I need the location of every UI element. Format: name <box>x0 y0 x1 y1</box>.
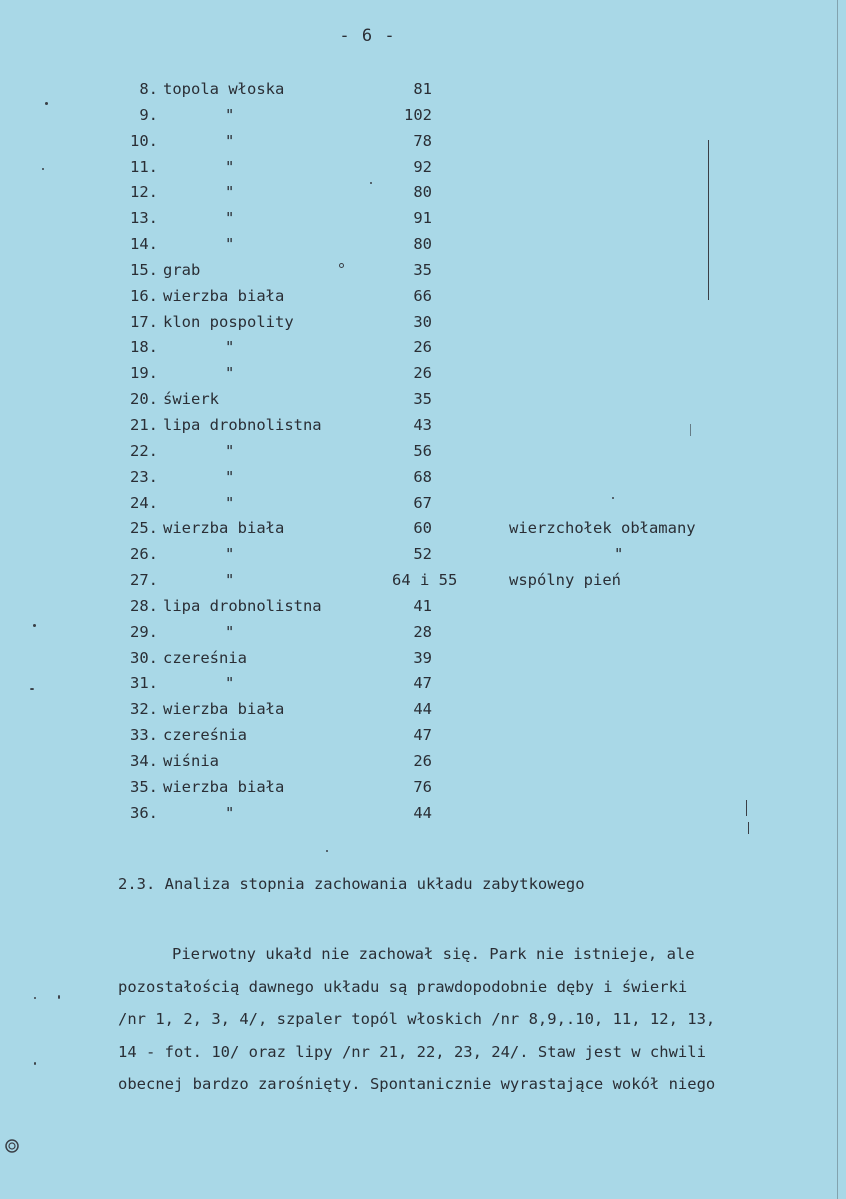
scan-speck <box>326 850 328 852</box>
table-row <box>108 492 748 518</box>
tree-species: " <box>225 441 235 460</box>
table-row <box>108 595 748 621</box>
tree-number: 32. <box>130 700 158 719</box>
tree-number: 20. <box>130 390 158 409</box>
tree-girth: 39 <box>413 648 432 667</box>
tree-girth: 26 <box>413 751 432 770</box>
scan-mark-line <box>746 800 747 816</box>
tree-species: " <box>225 571 235 590</box>
body-paragraph <box>118 938 808 1101</box>
tree-species: " <box>225 364 235 383</box>
tree-girth: 26 <box>413 338 432 357</box>
tree-species: wierzba biała <box>163 519 285 538</box>
tree-number: 26. <box>130 545 158 564</box>
paragraph-line: 14 - fot. 10/ oraz lipy /nr 21, 22, 23, 24/. Staw jest w chwili <box>118 1042 706 1061</box>
tree-number: 21. <box>130 415 158 434</box>
tree-number: 12. <box>130 183 158 202</box>
tree-girth: 47 <box>413 674 432 693</box>
scan-speck <box>339 263 344 268</box>
tree-species: " <box>225 674 235 693</box>
table-row <box>108 517 748 543</box>
tree-number: 25. <box>130 519 158 538</box>
scan-speck <box>612 497 614 499</box>
tree-number: 35. <box>130 777 158 796</box>
tree-species: " <box>225 803 235 822</box>
scan-speck <box>33 624 36 627</box>
tree-species: klon pospolity <box>163 312 294 331</box>
scan-speck <box>30 688 34 690</box>
tree-species: " <box>225 209 235 228</box>
tree-number: 8. <box>139 80 158 98</box>
tree-girth: 43 <box>413 415 432 434</box>
tree-number: 9. <box>139 105 158 124</box>
scan-mark-line <box>748 822 749 834</box>
tree-number: 24. <box>130 493 158 512</box>
scan-speck <box>34 1062 36 1065</box>
tree-number: 13. <box>130 209 158 228</box>
tree-number: 28. <box>130 596 158 615</box>
table-row <box>108 259 748 285</box>
scan-speck <box>370 182 372 184</box>
scan-speck <box>34 997 36 999</box>
table-row <box>108 156 748 182</box>
table-row <box>108 698 748 724</box>
tree-number: 11. <box>130 157 158 176</box>
tree-girth: 30 <box>413 312 432 331</box>
tree-species: " <box>225 493 235 512</box>
tree-number: 17. <box>130 312 158 331</box>
tree-girth: 44 <box>413 803 432 822</box>
table-row <box>108 130 748 156</box>
table-row <box>108 672 748 698</box>
tree-species: grab <box>163 260 201 279</box>
tree-girth: 52 <box>413 545 432 564</box>
tree-girth: 44 <box>413 700 432 719</box>
scan-mark-line <box>837 0 838 1199</box>
tree-girth: 78 <box>413 131 432 150</box>
table-row <box>108 569 748 595</box>
tree-girth: 102 <box>404 105 432 124</box>
table-row <box>108 388 748 414</box>
tree-species: " <box>225 157 235 176</box>
tree-girth: 80 <box>413 183 432 202</box>
paragraph-line: /nr 1, 2, 3, 4/, szpaler topól włoskich /nr 8,9,.10, 11, 12, 13, <box>118 1010 716 1028</box>
table-row <box>108 776 748 802</box>
tree-note: " <box>614 545 624 564</box>
tree-species: wierzba biała <box>163 286 285 305</box>
tree-species: lipa drobnolistna <box>163 596 322 615</box>
tree-species: " <box>225 183 235 202</box>
tree-girth: 76 <box>413 777 432 796</box>
table-row <box>108 750 748 776</box>
tree-species: czereśnia <box>163 648 247 667</box>
tree-number: 33. <box>130 726 158 745</box>
tree-number: 23. <box>130 467 158 486</box>
tree-species: " <box>225 622 235 641</box>
tree-number: 30. <box>130 648 158 667</box>
scan-mark-line <box>708 140 709 300</box>
tree-girth: 35 <box>413 390 432 409</box>
tree-number: 31. <box>130 674 158 693</box>
tree-species: " <box>225 467 235 486</box>
tree-girth: 81 <box>413 80 432 98</box>
tree-species: wierzba biała <box>163 700 285 719</box>
tree-species: " <box>225 131 235 150</box>
table-row <box>108 336 748 362</box>
tree-number: 22. <box>130 441 158 460</box>
tree-number: 15. <box>130 260 158 279</box>
tree-number: 18. <box>130 338 158 357</box>
tree-note: wierzchołek obłamany <box>509 519 696 538</box>
tree-girth: 41 <box>413 596 432 615</box>
paragraph-line: Pierwotny ukałd nie zachował się. Park nie istnieje, ale <box>172 945 695 963</box>
table-row <box>108 647 748 673</box>
table-row <box>108 466 748 492</box>
tree-girth: 64 i 55 <box>392 571 458 590</box>
tree-girth: 28 <box>413 622 432 641</box>
tree-species: topola włoska <box>163 80 285 98</box>
tree-species: " <box>225 338 235 357</box>
section-heading: 2.3. Analiza stopnia zachowania układu zabytkowego <box>118 875 585 893</box>
tree-girth: 60 <box>413 519 432 538</box>
table-row <box>108 233 748 259</box>
tree-girth: 66 <box>413 286 432 305</box>
tree-species: świerk <box>163 390 219 409</box>
table-row <box>108 414 748 440</box>
scan-speck <box>42 168 44 170</box>
tree-species: lipa drobnolistna <box>163 415 322 434</box>
table-row <box>108 104 748 130</box>
tree-species: wierzba biała <box>163 777 285 796</box>
table-row <box>108 311 748 337</box>
scan-mark-line <box>690 424 691 436</box>
table-row <box>108 724 748 750</box>
tree-girth: 68 <box>413 467 432 486</box>
table-row <box>108 802 748 828</box>
tree-number: 10. <box>130 131 158 150</box>
tree-number: 14. <box>130 235 158 254</box>
tree-number: 34. <box>130 751 158 770</box>
table-row <box>108 285 748 311</box>
tree-number: 27. <box>130 571 158 590</box>
scan-speck <box>58 995 60 999</box>
paragraph-line: pozostałością dawnego układu są prawdopodobnie dęby i świerki <box>118 977 688 996</box>
tree-species: " <box>225 235 235 254</box>
stamp-icon <box>4 1138 20 1154</box>
table-row <box>108 207 748 233</box>
tree-number: 19. <box>130 364 158 383</box>
tree-girth: 26 <box>413 364 432 383</box>
tree-inventory-list <box>108 78 748 827</box>
tree-species: " <box>225 545 235 564</box>
tree-girth: 35 <box>413 260 432 279</box>
table-row <box>108 181 748 207</box>
tree-species: wiśnia <box>163 751 219 770</box>
tree-number: 36. <box>130 803 158 822</box>
tree-girth: 47 <box>413 726 432 745</box>
tree-girth: 80 <box>413 235 432 254</box>
tree-girth: 92 <box>413 157 432 176</box>
table-row <box>108 362 748 388</box>
tree-girth: 91 <box>413 209 432 228</box>
tree-number: 16. <box>130 286 158 305</box>
tree-note: wspólny pień <box>509 571 621 590</box>
scan-speck <box>45 102 48 105</box>
table-row <box>108 543 748 569</box>
tree-girth: 56 <box>413 441 432 460</box>
tree-number: 29. <box>130 622 158 641</box>
table-row <box>108 440 748 466</box>
paragraph-line: obecnej bardzo zarośnięty. Spontanicznie wyrastające wokół niego <box>118 1075 716 1093</box>
tree-species: czereśnia <box>163 726 247 745</box>
tree-girth: 67 <box>413 493 432 512</box>
table-row <box>108 78 748 104</box>
page-number: - 6 - <box>339 26 396 46</box>
table-row <box>108 621 748 647</box>
tree-species: " <box>225 105 235 124</box>
